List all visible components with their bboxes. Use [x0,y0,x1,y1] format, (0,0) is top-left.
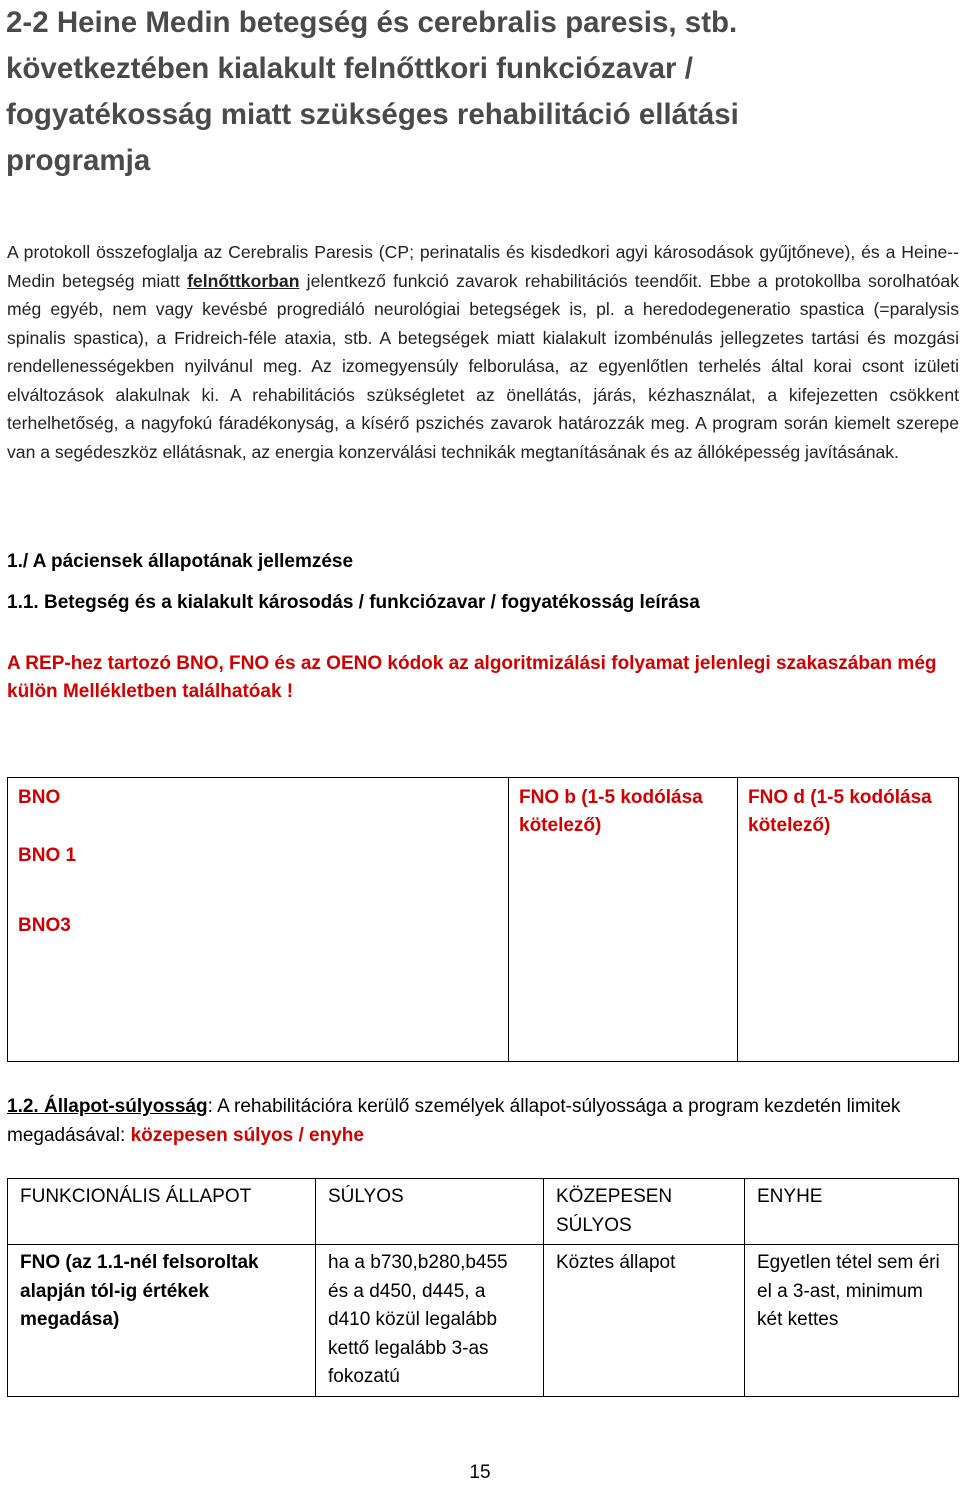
title-line-3: fogyatékosság miatt szükséges rehabilitáció ellátási [6,98,739,131]
fno-d-cell [738,778,959,1062]
page-number: 15 [469,1462,491,1483]
section-1-heading: 1./ A páciensek állapotának jellemzése [7,551,354,572]
bno-cell [8,778,509,1062]
cell-fno: FNO (az 1.1-nél felsoroltak alapján tól-ig értékek megadása) [8,1245,316,1397]
section-1-2-paragraph [7,1093,957,1150]
severity-header-row [8,1179,959,1245]
fno-b-label: FNO b (1-5 kodólása kötelező) [519,787,703,836]
codes-table [7,777,959,1062]
bno3-label: BNO3 [18,915,71,936]
cell-severe: ha a b730,b280,b455 és a d450, d445, a d410 közül legalább kettő legalább 3-as fokozatú [316,1245,544,1397]
intro-emphasis: felnőttkorban [187,270,300,291]
section-1-2-value: közepesen súlyos / enyhe [130,1124,364,1146]
header-functional-state: FUNKCIONÁLIS ÁLLAPOT [8,1179,316,1245]
section-1-2-text: : A rehabilitációra kerülő személyek állapot-súlyossága a program kezdetén limitek megadásával: [7,1096,901,1146]
header-moderate: KÖZEPESEN SÚLYOS [544,1179,745,1245]
fno-b-cell [509,778,738,1062]
cell-moderate: Köztes állapot [544,1245,745,1397]
intro-text-b: jelentkező funkció zavarok rehabilitációs teendőit. [299,270,703,291]
document-title [6,0,956,184]
title-line-4: programja [6,144,151,177]
cell-mild: Egyetlen tétel sem éri el a 3-ast, minimum két kettes [745,1245,959,1397]
severity-table [7,1178,959,1397]
title-line-1: 2-2 Heine Medin betegség és cerebralis paresis, stb. [6,6,738,39]
header-severe: SÚLYOS [316,1179,544,1245]
title-line-2: következtében kialakult felnőttkori funkciózavar / [6,52,693,85]
bno1-label: BNO 1 [18,845,77,866]
severity-data-row [8,1245,959,1397]
intro-paragraph [7,238,959,466]
red-note: A REP-hez tartozó BNO, FNO és az OENO kódok az algoritmizálási folyamat jelenlegi szakaszában még külön Mellékletben találhatóak ! [7,653,937,702]
section-1-2-label: 1.2. Állapot-súlyosság [7,1096,208,1117]
fno-d-label: FNO d (1-5 kodólása kötelező) [748,787,932,836]
intro-text-a: A protokoll összefoglalja az Cerebralis Paresis (CP; perinatalis és kisdedkori agyi károsodások gyűjtőneve), és a Heine--Medin betegség miatt [7,242,959,291]
bno-label: BNO [18,787,61,808]
section-1-1-heading: 1.1. Betegség és a kialakult károsodás / funkciózavar / fogyatékosság leírása [7,592,700,613]
header-mild: ENYHE [745,1179,959,1245]
intro-text-c: Ebbe a protokollba sorolhatóak még egyéb, nem vagy kevésbé progrediáló neurológiai betegségek is, pl. a heredodegeneratio spastica (=paralysis spinalis spastica), a Fridreich-féle ataxia, stb. A betegségek miatt kialakult izombénulás jellegzetes tartási és mozgási rendellenességekben nyilvánul meg. Az izomegyensúly felborulása, az egyenlőtlen terhelés által korai csont izületi elváltozások alakulnak ki. A rehabilitációs szükségletet az önellátás, járás, kézhasználat, a kifejezetten csökkent terhelhetőség, a nagyfokú fáradékonyság, a kísérő pszichés zavarok határozzák meg. A program során kiemelt szerepe van a segédeszköz ellátásnak, az energia konzerválási technikák megtanításának és az állóképesség javításának. [7,270,959,462]
